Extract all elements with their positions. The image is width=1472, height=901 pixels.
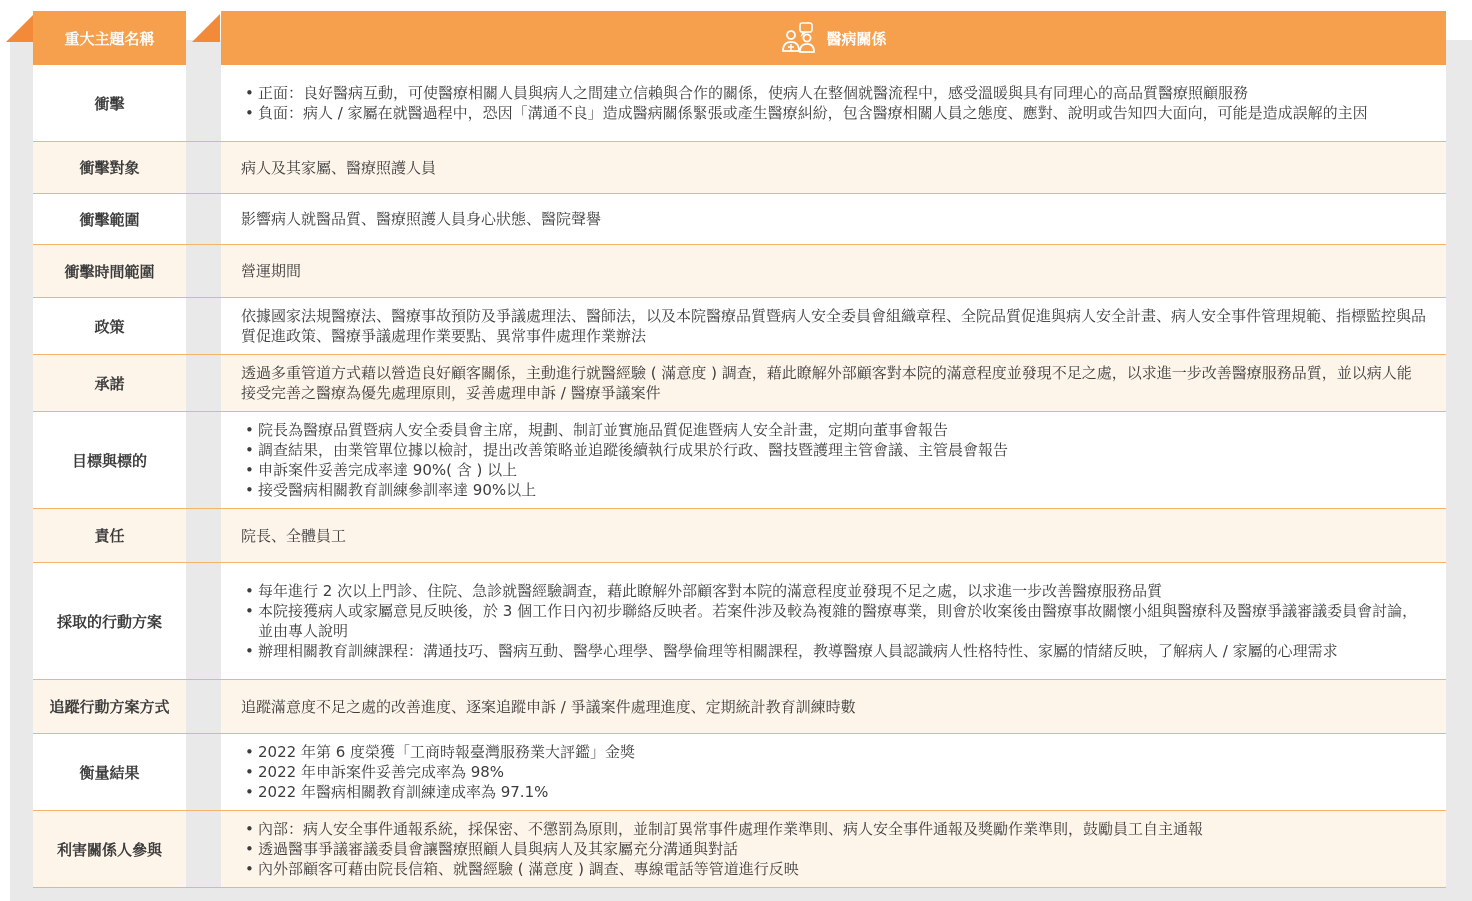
row-label: 採取的行動方案 (33, 563, 186, 679)
row-label: 政策 (33, 298, 186, 354)
list-item: • 負面：病人 / 家屬在就醫過程中，恐因「溝通不良」造成醫病關係緊張或產生醫療糾紛，包含醫療相關人員之態度、應對、說明或告知四大面向，可能是造成誤解的主因 (241, 103, 1426, 123)
row-label: 衝擊對象 (33, 142, 186, 193)
header-corner-right (192, 14, 220, 42)
header-corner-left (6, 14, 34, 42)
row-label: 承諾 (33, 355, 186, 411)
list-item: • 2022 年申訴案件妥善完成率為 98% (241, 762, 1426, 782)
row-label: 追蹤行動方案方式 (33, 680, 186, 733)
row-content (221, 811, 1446, 887)
row-label: 衝擊 (33, 65, 186, 141)
row-content: 影響病人就醫品質、醫療照護人員身心狀態、醫院聲譽 (221, 194, 1446, 244)
row-content (221, 412, 1446, 508)
column-header-topic-label: 重大主題名稱 (64, 29, 155, 48)
list-item: • 內外部顧客可藉由院長信箱、就醫經驗 ( 滿意度 ) 調查、專線電話等管道進行反映 (241, 859, 1426, 879)
list-item: • 內部：病人安全事件通報系統，採保密、不懲罰為原則，並制訂異常事件處理作業準則、病人安全事件通報及獎勵作業準則，鼓勵員工自主通報 (241, 819, 1426, 839)
row-label: 衡量結果 (33, 734, 186, 810)
table-row (33, 65, 1446, 141)
doctor-patient-icon (780, 21, 818, 55)
list-item: • 透過醫事爭議審議委員會讓醫療照顧人員與病人及其家屬充分溝通與對話 (241, 839, 1426, 859)
list-item: • 正面：良好醫病互動，可使醫療相關人員與病人之間建立信賴與合作的關係，使病人在整個就醫流程中，感受溫暖與具有同理心的高品質醫療照顧服務 (241, 83, 1426, 103)
row-label: 利害關係人參與 (33, 811, 186, 887)
list-item: • 接受醫病相關教育訓練參訓率達 90%以上 (241, 480, 1426, 500)
table-row (33, 680, 1446, 733)
table-row (33, 245, 1446, 297)
column-header-doctor-patient-label: 醫病關係 (826, 29, 887, 48)
list-item: • 本院接獲病人或家屬意見反映後，於 3 個工作日內初步聯絡反映者。若案件涉及較為複雜的醫療專業，則會於收案後由醫療事故關懷小組與醫療科及醫療爭議審議委員會討論，並由專人說明 (241, 601, 1426, 641)
list-item: • 辦理相關教育訓練課程：溝通技巧、醫病互動、醫學心理學、醫學倫理等相關課程，教導醫療人員認識病人性格特性、家屬的情緒反映，了解病人 / 家屬的心理需求 (241, 641, 1426, 661)
row-content (221, 65, 1446, 141)
table-row (33, 142, 1446, 193)
column-header-topic (33, 11, 186, 65)
row-content (221, 734, 1446, 810)
row-label: 衝擊範圍 (33, 194, 186, 244)
row-label: 衝擊時間範圍 (33, 245, 186, 297)
list-item: • 2022 年醫病相關教育訓練達成率為 97.1% (241, 782, 1426, 802)
row-content (221, 563, 1446, 679)
row-content: 院長、全體員工 (221, 509, 1446, 562)
list-item: • 每年進行 2 次以上門診、住院、急診就醫經驗調查，藉此瞭解外部顧客對本院的滿意程度並發現不足之處，以求進一步改善醫療服務品質 (241, 581, 1426, 601)
row-content: 營運期間 (221, 245, 1446, 297)
table-row (33, 194, 1446, 244)
row-label: 目標與標的 (33, 412, 186, 508)
table-row (33, 412, 1446, 508)
list-item: • 調查結果，由業管單位據以檢討，提出改善策略並追蹤後續執行成果於行政、醫技暨護理主管會議、主管晨會報告 (241, 440, 1426, 460)
row-content: 透過多重管道方式藉以營造良好顧客關係，主動進行就醫經驗 ( 滿意度 ) 調查，藉此瞭解外部顧客對本院的滿意程度並發現不足之處，以求進一步改善醫療服務品質，並以病人能接受完善之醫療為優先處理原則，妥善處理申訴 / 醫療爭議案件 (221, 355, 1446, 411)
row-content: 依據國家法規醫療法、醫療事故預防及爭議處理法、醫師法，以及本院醫療品質暨病人安全委員會組織章程、全院品質促進與病人安全計畫、病人安全事件管理規範、指標監控與品質促進政策、醫療爭議處理作業要點、異常事件處理作業辦法 (221, 298, 1446, 354)
row-label: 責任 (33, 509, 186, 562)
table-row (33, 509, 1446, 562)
row-content: 病人及其家屬、醫療照護人員 (221, 142, 1446, 193)
list-item: • 院長為醫療品質暨病人安全委員會主席，規劃、制訂並實施品質促進暨病人安全計畫，定期向董事會報告 (241, 420, 1426, 440)
table-row (33, 734, 1446, 810)
table-row (33, 355, 1446, 411)
list-item: • 2022 年第 6 度榮獲「工商時報臺灣服務業大評鑑」金獎 (241, 742, 1426, 762)
table-row (33, 298, 1446, 354)
table-row (33, 563, 1446, 679)
column-header-doctor-patient (221, 11, 1446, 65)
row-content: 追蹤滿意度不足之處的改善進度、逐案追蹤申訴 / 爭議案件處理進度、定期統計教育訓練時數 (221, 680, 1446, 733)
list-item: • 申訴案件妥善完成率達 90%( 含 ) 以上 (241, 460, 1426, 480)
table-row (33, 811, 1446, 887)
